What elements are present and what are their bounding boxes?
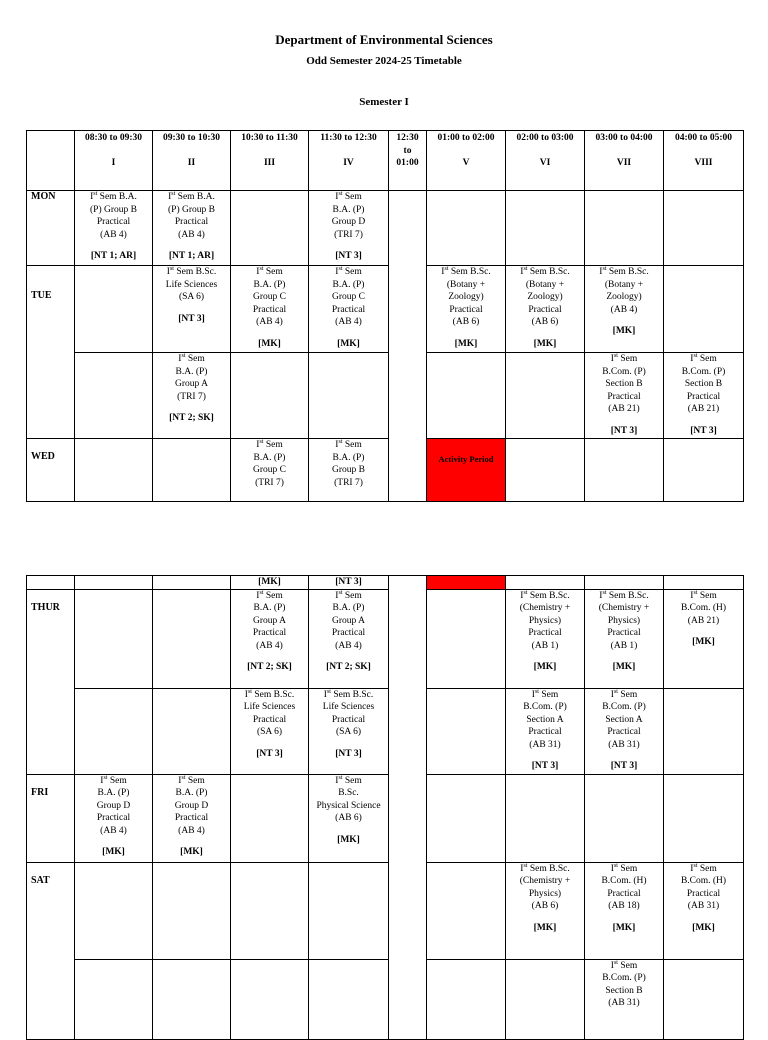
instructor-tag: [MK] <box>337 338 360 349</box>
semester-prefix: I <box>335 440 339 450</box>
class-cell <box>153 774 231 862</box>
instructor-tag: [NT 2; SK] <box>326 662 371 672</box>
class-details: Sem B.A. (P) Group B (TRI 7) <box>332 440 365 488</box>
instructor-tag: [MK] <box>258 338 281 349</box>
timetable-part-1 <box>26 130 744 502</box>
ordinal-suffix: st <box>613 352 618 359</box>
class-details: Sem B.A. (P) Group D Practical (AB 4) <box>96 775 131 836</box>
class-cell <box>75 774 153 862</box>
instructor-tag: [NT 3] <box>335 577 362 587</box>
instructor-tag: [MK] <box>533 922 557 933</box>
class-cell <box>427 191 506 266</box>
class-info <box>75 775 152 838</box>
class-cell <box>231 191 309 266</box>
class-cell <box>309 576 389 590</box>
instructor-tag: [MK] <box>258 577 281 587</box>
day-row-sat <box>27 862 744 959</box>
day-row-mon <box>27 191 744 266</box>
ordinal-suffix: st <box>602 265 607 272</box>
day-row-thur-2 <box>27 688 744 774</box>
day-label: MON <box>27 191 75 266</box>
period-header <box>506 131 585 191</box>
ordinal-suffix: st <box>523 589 528 596</box>
class-cell <box>506 439 585 502</box>
ordinal-suffix: st <box>181 774 186 781</box>
class-cell <box>506 589 585 688</box>
period-header <box>231 131 309 191</box>
period-number: VI <box>539 158 551 168</box>
period-number: V <box>462 158 470 168</box>
class-cell <box>585 576 664 590</box>
class-cell <box>153 353 231 439</box>
class-info <box>309 191 388 241</box>
semester-prefix: I <box>168 192 172 202</box>
semester-prefix: I <box>520 590 524 601</box>
instructor-tag: [NT 3] <box>610 761 638 771</box>
class-info <box>585 353 663 416</box>
class-cell <box>153 266 231 353</box>
semester-prefix: I <box>610 354 614 364</box>
period-header <box>664 131 744 191</box>
instructor-tag: [MK] <box>533 338 557 349</box>
class-info <box>153 353 230 403</box>
ordinal-suffix: st <box>444 265 449 272</box>
semester-prefix: I <box>166 267 170 277</box>
class-cell <box>153 576 231 590</box>
class-details: Sem B.Sc. Life Sciences Practical (SA 6) <box>243 689 296 737</box>
class-cell <box>309 191 389 266</box>
instructor-tag: [MK] <box>612 326 636 336</box>
ordinal-suffix: st <box>693 352 698 359</box>
class-details: Sem B.Com. (H) Practical (AB 18) <box>601 863 647 911</box>
instructor-tag: [MK] <box>612 922 636 933</box>
ordinal-suffix: st <box>171 190 176 197</box>
corner-cell <box>27 131 75 191</box>
class-cell <box>153 862 231 959</box>
class-cell <box>75 862 153 959</box>
class-info <box>231 590 308 653</box>
class-info <box>506 863 584 913</box>
class-cell <box>664 353 744 439</box>
class-details: Sem B.A. (P) Group C Practical (AB 4) <box>331 267 366 327</box>
period-number: I <box>111 158 116 168</box>
class-details: Sem B.A. (P) Group A Practical (AB 4) <box>252 590 287 651</box>
day-row-thur <box>27 589 744 688</box>
class-info <box>585 590 663 653</box>
period-header <box>427 131 506 191</box>
day-label: WED <box>27 439 75 502</box>
time-slot: 01:00 to 02:00 <box>437 133 495 143</box>
class-cell <box>664 266 744 353</box>
class-info <box>231 266 308 329</box>
class-info <box>75 191 152 241</box>
class-cell <box>585 688 664 774</box>
class-cell <box>231 959 309 1039</box>
timetable-title: Odd Semester 2024-25 Timetable <box>306 55 462 67</box>
class-info <box>664 353 743 416</box>
class-cell <box>664 439 744 502</box>
class-cell <box>231 774 309 862</box>
class-cell <box>585 589 664 688</box>
class-cell <box>309 439 389 502</box>
class-info <box>309 590 388 653</box>
ordinal-suffix: st <box>693 862 698 869</box>
class-details: Sem B.Com. (H) Practical (AB 31) <box>680 863 727 911</box>
ordinal-suffix: st <box>693 589 698 596</box>
period-header <box>309 131 389 191</box>
semester-prefix: I <box>610 863 614 874</box>
instructor-tag: [NT 3] <box>178 313 205 324</box>
ordinal-suffix: st <box>613 688 618 695</box>
class-cell <box>427 266 506 353</box>
class-info <box>585 863 663 913</box>
activity-period-label: Activity Period <box>438 454 494 464</box>
class-details: Sem B.Com. (P) Section A Practical (AB 31) <box>602 689 646 750</box>
class-info <box>506 689 584 752</box>
class-cell <box>427 862 506 959</box>
timetable-part-2 <box>26 575 744 1040</box>
class-cell <box>585 862 664 959</box>
ordinal-suffix: st <box>103 774 108 781</box>
class-info <box>664 863 743 913</box>
semester-prefix: I <box>520 863 524 874</box>
instructor-tag: [NT 2; SK] <box>247 662 292 672</box>
class-info <box>231 439 308 489</box>
day-row-tue <box>27 266 744 353</box>
ordinal-suffix: st <box>523 265 528 272</box>
period-number: III <box>263 158 276 168</box>
class-cell <box>427 774 506 862</box>
class-details: Sem B.A. (P) Group C Practical (AB 4) <box>252 267 287 327</box>
instructor-tag: [MK] <box>102 847 125 857</box>
instructor-tag: [NT 3] <box>256 748 283 759</box>
class-cell <box>75 589 153 688</box>
class-info <box>309 439 388 489</box>
class-details: Sem B.Sc. (Botany + Zoology) Practical (AB 6) <box>446 267 491 327</box>
class-cell <box>309 589 389 688</box>
class-info <box>664 590 743 628</box>
class-cell <box>231 353 309 439</box>
period-header <box>153 131 231 191</box>
class-cell <box>585 774 664 862</box>
period-number: VIII <box>694 158 713 168</box>
class-cell <box>506 688 585 774</box>
semester-prefix: I <box>599 590 603 601</box>
ordinal-suffix: st <box>169 265 174 272</box>
ordinal-suffix: st <box>259 265 264 272</box>
semester-prefix: I <box>256 590 260 601</box>
class-cell <box>506 959 585 1039</box>
class-cell <box>427 589 506 688</box>
ordinal-suffix: st <box>338 438 343 445</box>
class-details: Sem B.A. (P) Group C (TRI 7) <box>253 440 286 488</box>
period-number: II <box>187 158 196 168</box>
class-cell <box>664 774 744 862</box>
semester-prefix: I <box>100 775 104 786</box>
class-details: Sem B.Sc. (Chemistry + Physics) (AB 6) <box>519 863 571 911</box>
time-slot: 08:30 to 09:30 <box>85 133 142 143</box>
department-title: Department of Environmental Sciences <box>275 32 493 47</box>
class-details: Sem B.A. (P) Group A Practical (AB 4) <box>331 590 366 651</box>
class-details: Sem B.A. (P) Group B Practical (AB 4) <box>90 192 137 240</box>
lunch-cell <box>389 576 427 1040</box>
semester-prefix: I <box>256 267 260 277</box>
semester-prefix: I <box>335 775 339 786</box>
class-details: Sem B.A. (P) Group B Practical (AB 4) <box>168 192 215 240</box>
class-cell <box>664 576 744 590</box>
class-details: Sem B.Sc. (Chemistry + Physics) Practical (AB 1) <box>598 590 650 651</box>
class-info <box>506 590 584 653</box>
class-cell <box>309 688 389 774</box>
class-cell <box>231 576 309 590</box>
class-cell <box>664 589 744 688</box>
class-info <box>309 689 388 739</box>
header-row <box>27 131 744 191</box>
day-label: THUR <box>27 589 75 774</box>
ordinal-suffix: st <box>247 688 252 695</box>
day-row-sat-2 <box>27 959 744 1039</box>
class-cell <box>75 688 153 774</box>
semester-prefix: I <box>244 689 248 700</box>
semester-prefix: I <box>90 192 94 202</box>
semester-heading: Semester I <box>359 96 409 108</box>
instructor-tag: [NT 3] <box>610 425 638 436</box>
period-header <box>585 131 664 191</box>
class-details: Sem B.Sc. (Chemistry + Physics) Practical (AB 1) <box>519 590 571 651</box>
time-slot: 12:30 to 01:00 <box>396 133 419 168</box>
instructor-tag: [MK] <box>612 662 636 672</box>
class-cell <box>75 576 153 590</box>
ordinal-suffix: st <box>338 265 343 272</box>
class-details: Sem B.Com. (P) Section A Practical (AB 31) <box>523 689 567 750</box>
semester-prefix: I <box>441 267 445 277</box>
period-number: VII <box>616 158 632 168</box>
semester-prefix: I <box>610 689 614 700</box>
class-details: Sem B.A. (P) Group A (TRI 7) <box>175 354 208 402</box>
class-details: Sem B.Com. (P) Section B (AB 31) <box>602 960 646 1008</box>
class-cell <box>75 959 153 1039</box>
class-cell <box>75 353 153 439</box>
semester-prefix: I <box>178 354 182 364</box>
class-details: Sem B.Sc. Life Sciences (SA 6) <box>165 267 218 302</box>
class-cell <box>506 266 585 353</box>
class-details: Sem B.Com. (P) Section B Practical (AB 21) <box>602 354 646 414</box>
instructor-tag: [NT 3] <box>531 761 559 771</box>
class-cell <box>427 688 506 774</box>
ordinal-suffix: st <box>326 688 331 695</box>
class-info <box>153 266 230 304</box>
class-cell <box>585 439 664 502</box>
class-cell <box>585 191 664 266</box>
ordinal-suffix: st <box>259 589 264 596</box>
ordinal-suffix: st <box>613 862 618 869</box>
class-cell <box>585 266 664 353</box>
class-info <box>231 689 308 739</box>
time-slot: 04:00 to 05:00 <box>675 133 732 143</box>
class-details: Sem B.Sc. (Botany + Zoology) Practical (AB 6) <box>525 267 570 327</box>
time-slot: 03:00 to 04:00 <box>595 133 653 143</box>
class-cell <box>309 266 389 353</box>
class-cell <box>664 862 744 959</box>
semester-prefix: I <box>256 440 260 450</box>
ordinal-suffix: st <box>259 438 264 445</box>
ordinal-suffix: st <box>338 589 343 596</box>
time-slot: 09:30 to 10:30 <box>163 133 220 143</box>
class-cell <box>427 959 506 1039</box>
semester-prefix: I <box>178 775 182 786</box>
ordinal-suffix: st <box>181 352 186 359</box>
instructor-tag: [NT 1; AR] <box>168 251 215 261</box>
lunch-header <box>389 131 427 191</box>
class-cell <box>506 353 585 439</box>
class-cell <box>153 191 231 266</box>
class-cell <box>506 862 585 959</box>
class-cell <box>75 439 153 502</box>
instructor-tag: [NT 3] <box>335 748 362 759</box>
class-info <box>585 689 663 752</box>
day-row-fri <box>27 774 744 862</box>
instructor-tag: [MK] <box>454 338 478 349</box>
class-cell <box>585 353 664 439</box>
instructor-tag: [MK] <box>692 637 715 647</box>
class-cell <box>153 688 231 774</box>
class-cell <box>309 353 389 439</box>
period-header <box>75 131 153 191</box>
class-cell <box>506 576 585 590</box>
class-details: Sem B.A. (P) Group D (TRI 7) <box>331 192 366 240</box>
ordinal-suffix: st <box>93 190 98 197</box>
time-slot: 02:00 to 03:00 <box>516 133 574 143</box>
instructor-tag: [MK] <box>180 847 203 857</box>
day-label: FRI <box>27 774 75 862</box>
class-cell <box>309 959 389 1039</box>
class-info <box>585 960 663 1010</box>
instructor-tag: [NT 3] <box>690 425 717 436</box>
class-cell <box>506 774 585 862</box>
instructor-tag: [MK] <box>692 922 715 933</box>
class-cell <box>231 266 309 353</box>
class-cell <box>664 191 744 266</box>
time-slot: 10:30 to 11:30 <box>241 133 298 143</box>
class-cell <box>309 862 389 959</box>
class-info <box>153 191 230 241</box>
class-cell <box>427 353 506 439</box>
activity-period-cell <box>427 576 506 590</box>
instructor-tag: [NT 1; AR] <box>90 251 137 261</box>
class-details: Sem B.Com. (P) Section B Practical (AB 21) <box>681 354 726 414</box>
class-cell <box>27 576 75 590</box>
semester-prefix: I <box>335 590 339 601</box>
class-cell <box>506 191 585 266</box>
class-cell <box>75 191 153 266</box>
class-details: Sem B.A. (P) Group D Practical (AB 4) <box>174 775 209 836</box>
ordinal-suffix: st <box>338 774 343 781</box>
semester-prefix: I <box>690 354 694 364</box>
continuation-row <box>27 576 744 590</box>
semester-prefix: I <box>335 192 339 202</box>
instructor-tag: [MK] <box>533 662 557 672</box>
class-info <box>585 266 663 316</box>
time-slot: 11:30 to 12:30 <box>320 133 377 143</box>
semester-prefix: I <box>690 863 694 874</box>
ordinal-suffix: st <box>338 190 343 197</box>
day-row-tue-2 <box>27 353 744 439</box>
semester-prefix: I <box>323 689 327 700</box>
class-cell <box>153 589 231 688</box>
period-number: IV <box>343 158 354 168</box>
activity-period-cell <box>427 439 506 502</box>
instructor-tag: [NT 2; SK] <box>169 413 214 423</box>
ordinal-suffix: st <box>602 589 607 596</box>
class-cell <box>153 959 231 1039</box>
class-cell <box>75 266 153 353</box>
class-cell <box>231 439 309 502</box>
lunch-cell <box>389 191 427 502</box>
class-details: Sem B.Sc. Physical Science (AB 6) <box>316 775 381 823</box>
class-info <box>506 266 584 329</box>
class-details: Sem B.Com. (H) (AB 21) <box>680 590 727 626</box>
semester-prefix: I <box>531 689 535 700</box>
class-info <box>153 775 230 838</box>
class-details: Sem B.Sc. (Botany + Zoology) (AB 4) <box>604 267 649 315</box>
class-info <box>427 266 505 329</box>
class-info <box>309 775 388 825</box>
semester-prefix: I <box>335 267 339 277</box>
semester-prefix: I <box>520 267 524 277</box>
ordinal-suffix: st <box>613 959 618 966</box>
instructor-tag: [MK] <box>337 834 360 845</box>
ordinal-suffix: st <box>534 688 539 695</box>
semester-prefix: I <box>610 960 614 971</box>
day-row-wed <box>27 439 744 502</box>
day-label: SAT <box>27 862 75 1039</box>
day-label: TUE <box>27 266 75 439</box>
class-info <box>309 266 388 329</box>
class-cell <box>231 862 309 959</box>
class-cell <box>664 959 744 1039</box>
class-cell <box>664 688 744 774</box>
semester-prefix: I <box>599 267 603 277</box>
instructor-tag: [NT 3] <box>335 251 362 261</box>
semester-prefix: I <box>690 590 694 601</box>
class-cell <box>585 959 664 1039</box>
class-cell <box>309 774 389 862</box>
class-cell <box>231 589 309 688</box>
class-cell <box>231 688 309 774</box>
class-details: Sem B.Sc. Life Sciences Practical (SA 6) <box>322 689 375 737</box>
ordinal-suffix: st <box>523 862 528 869</box>
class-cell <box>153 439 231 502</box>
